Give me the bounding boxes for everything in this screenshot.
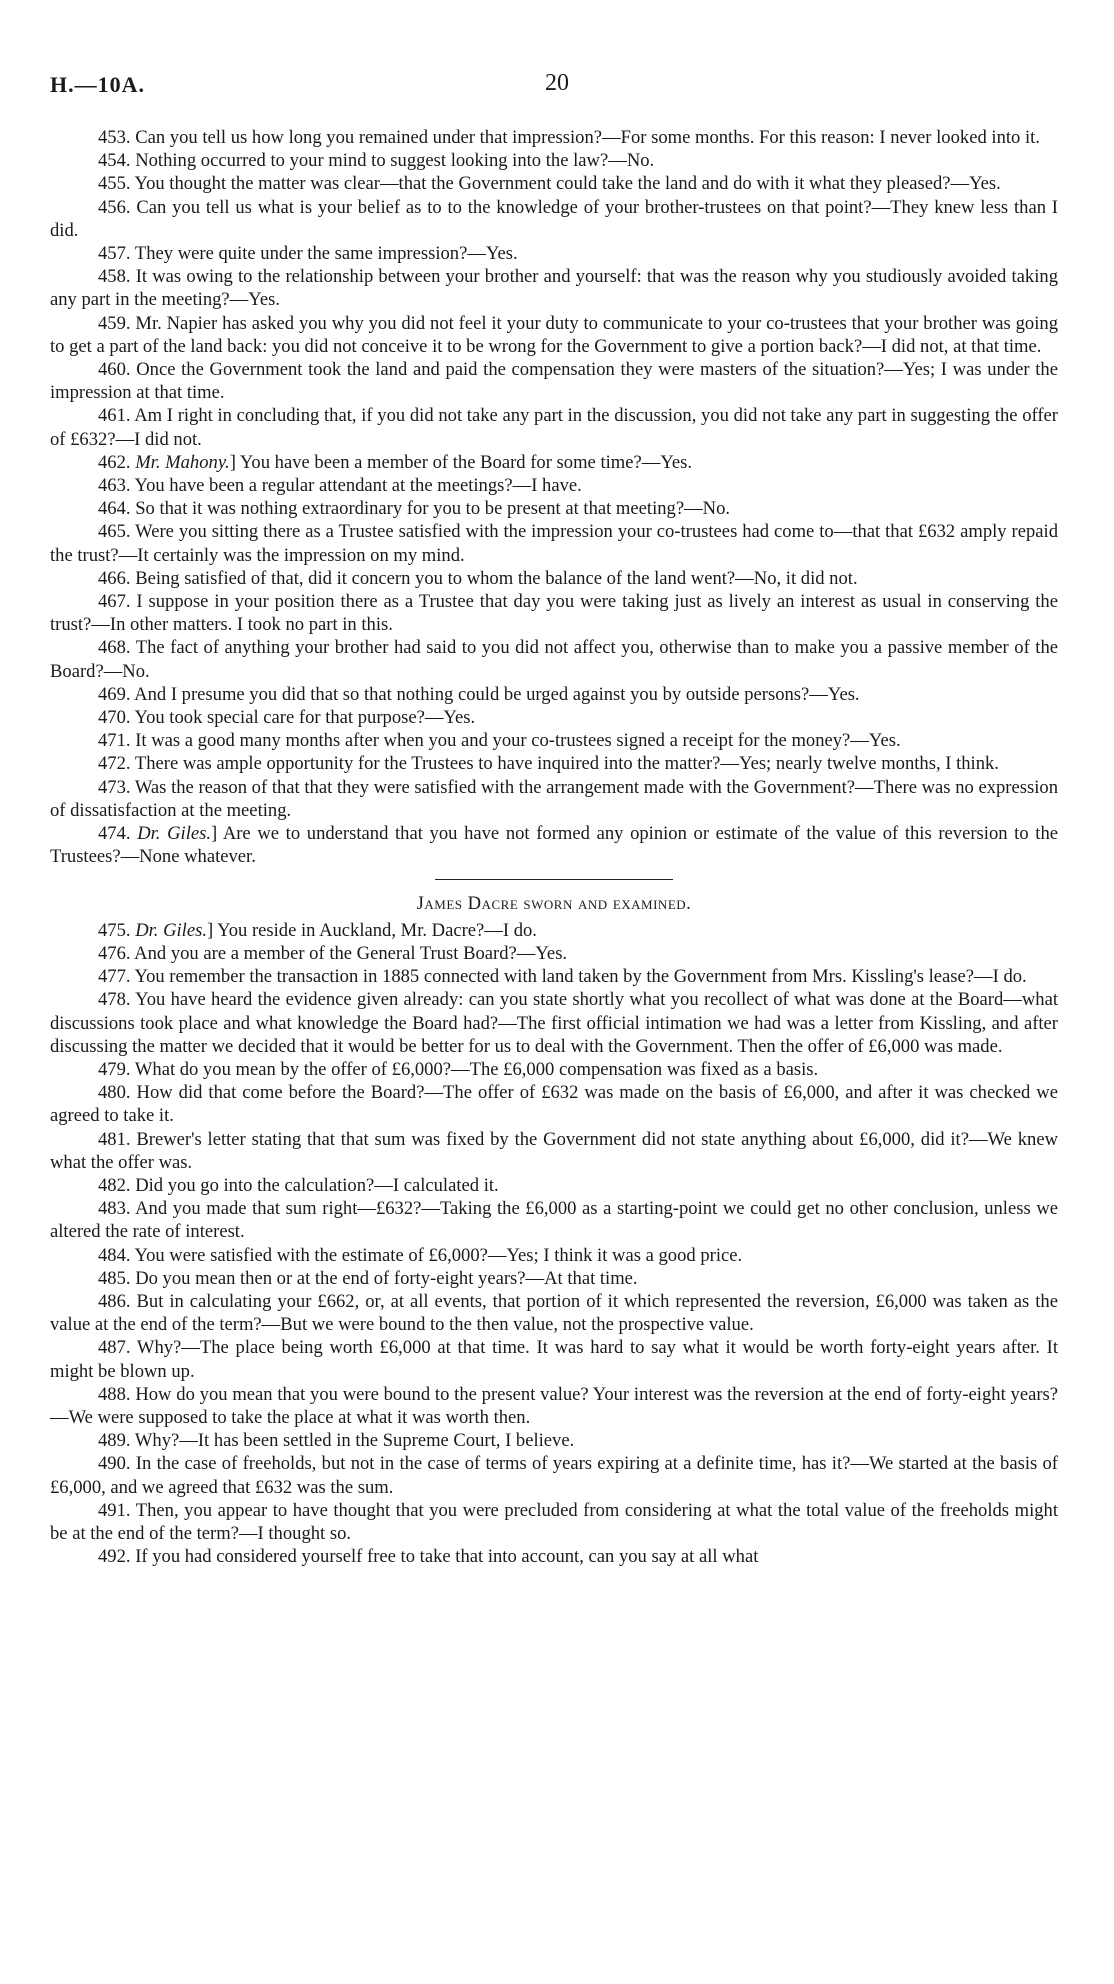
page-number: 20 [545,70,569,96]
testimony-paragraph: 477. You remember the transaction in 1885 connected with land taken by the Government from Mrs. Kissling's lease?—I do. [98,966,1027,988]
examination-part-1 [50,126,1058,869]
testimony-paragraph: 455. You thought the matter was clear—that the Government could take the land and do with it what they pleased?—Yes. [98,173,1001,195]
testimony-paragraph: 460. Once the Government took the land and paid the compensation they were masters of the situation?—Yes; I was under the impression at that time. [50,359,1058,404]
testimony-paragraph: 485. Do you mean then or at the end of forty-eight years?—At that time. [98,1267,638,1289]
testimony-paragraph: 486. But in calculating your £662, or, at all events, that portion of it which represented the reversion, £6,000 was taken as the value at the end of the term?—But we were bound to the then value, not the prospective value. [50,1290,1058,1336]
testimony-paragraph: 457. They were quite under the same impression?—Yes. [98,243,518,265]
testimony-paragraph: 489. Why?—It has been settled in the Supreme Court, I believe. [98,1430,575,1452]
testimony-paragraph: 464. So that it was nothing extraordinary for you to be present at that meeting?—No. [98,498,731,520]
document-body [50,126,1058,1568]
testimony-paragraph: 479. What do you mean by the offer of £6,000?—The £6,000 compensation was fixed as a basis. [98,1058,819,1080]
testimony-paragraph [50,451,1058,474]
testimony-paragraph: 490. In the case of freeholds, but not in the case of terms of years expiring at a definite time, has it?—We started at the basis of £6,000, and we agreed that £632 was the sum. [50,1453,1058,1498]
question-number: 474. [98,823,138,845]
examination-part-2 [50,919,1058,1569]
testimony-paragraph: 469. And I presume you did that so that nothing could be urged against you by outside persons?—Yes. [98,683,860,705]
testimony-paragraph [50,919,1058,942]
testimony-paragraph: 463. You have been a regular attendant at the meetings?—I have. [98,475,582,497]
paragraph-text: ] Are we to understand that you have not formed any opinion or estimate of the value of this reversion to the Trustees?—None whatever. [50,823,1059,868]
testimony-paragraph: 465. Were you sitting there as a Trustee satisfied with the impression your co-trustees had come to—that that £632 amply repaid the trust?—It certainly was the impression on my mind. [50,521,1058,566]
testimony-paragraph: 481. Brewer's letter stating that that sum was fixed by the Government did not state anything about £6,000, did it?—We knew what the offer was. [50,1128,1058,1173]
testimony-paragraph: 458. It was owing to the relationship between your brother and yourself: that was the reason why you studiously avoided taking any part in the meeting?—Yes. [50,266,1058,311]
testimony-paragraph: 470. You took special care for that purpose?—Yes. [98,707,476,729]
testimony-paragraph: 478. You have heard the evidence given already: can you state shortly what you recollect of what was done at the Board—what discussions took place and what knowledge the Board had?—The first official intimation we had was a letter from Kissling, and after discussing the matter we decided that it would be better for us to deal with the Government. Then the offer of £6,000 was made. [50,989,1058,1057]
testimony-paragraph: 488. How do you mean that you were bound to the present value? Your interest was the reversion at the end of forty-eight years?—We were supposed to take the place at what it was worth then. [50,1383,1058,1428]
testimony-paragraph: 482. Did you go into the calculation?—I calculated it. [98,1174,499,1196]
testimony-paragraph [50,822,1058,868]
testimony-paragraph: 484. You were satisfied with the estimate of £6,000?—Yes; I think it was a good price. [98,1244,743,1266]
testimony-paragraph: 456. Can you tell us what is your belief as to to the knowledge of your brother-trustees on that point?—They knew less than I did. [50,196,1058,241]
section-heading: James Dacre sworn and examined. [416,892,692,914]
section-divider [435,879,673,880]
document-id: H.—10A. [50,72,145,97]
speaker-name: Dr. Giles. [135,919,207,941]
testimony-paragraph: 483. And you made that sum right—£632?—Taking the £6,000 as a starting-point we could get no other conclusion, unless we altered the rate of interest. [50,1198,1058,1243]
testimony-paragraph: 466. Being satisfied of that, did it concern you to whom the balance of the land went?—No, it did not. [98,567,858,589]
speaker-name: Mr. Mahony. [135,451,230,473]
testimony-paragraph: 491. Then, you appear to have thought that you were precluded from considering at what the total value of the freeholds might be at the end of the term?—I thought so. [50,1499,1058,1544]
paragraph-text: ] You reside in Auckland, Mr. Dacre?—I do. [206,919,537,941]
testimony-paragraph: 468. The fact of anything your brother had said to you did not affect you, otherwise than to make you a passive member of the Board?—No. [50,637,1058,682]
testimony-paragraph: 453. Can you tell us how long you remained under that impression?—For some months. For this reason: I never looked into it. [98,127,1040,148]
testimony-paragraph: 487. Why?—The place being worth £6,000 at that time. It was hard to say what it would be worth forty-eight years after. It might be blown up. [50,1337,1058,1382]
testimony-paragraph: 473. Was the reason of that that they were satisfied with the arrangement made with the Government?—There was no expression of dissatisfaction at the meeting. [50,776,1058,821]
testimony-paragraph: 471. It was a good many months after when you and your co-trustees signed a receipt for the money?—Yes. [98,730,901,752]
speaker-name: Dr. Giles. [137,823,211,845]
testimony-paragraph: 480. How did that come before the Board?—The offer of £632 was made on the basis of £6,000, and after it was checked we agreed to take it. [50,1082,1058,1127]
page-header [50,66,1064,106]
testimony-paragraph: 476. And you are a member of the General Trust Board?—Yes. [98,942,568,964]
testimony-paragraph: 492. If you had considered yourself free to take that into account, can you say at all what [98,1546,759,1568]
testimony-paragraph: 461. Am I right in concluding that, if you did not take any part in the discussion, you did not take any part in suggesting the offer of £632?—I did not. [50,405,1058,450]
question-number: 475. [98,919,136,941]
testimony-paragraph: 454. Nothing occurred to your mind to suggest looking into the law?—No. [98,150,655,172]
question-number: 462. [98,451,136,473]
testimony-paragraph: 459. Mr. Napier has asked you why you did not feel it your duty to communicate to your co-trustees that your brother was going to get a part of the land back: you did not conceive it to be wrong for the Government to give a portion back?—I did not, at that time. [50,312,1058,357]
paragraph-text: ] You have been a member of the Board for some time?—Yes. [229,451,693,473]
testimony-paragraph: 467. I suppose in your position there as a Trustee that day you were taking just as lively an interest as usual in conserving the trust?—In other matters. I took no part in this. [50,591,1058,636]
testimony-paragraph: 472. There was ample opportunity for the Trustees to have inquired into the matter?—Yes; nearly twelve months, I think. [98,753,999,775]
